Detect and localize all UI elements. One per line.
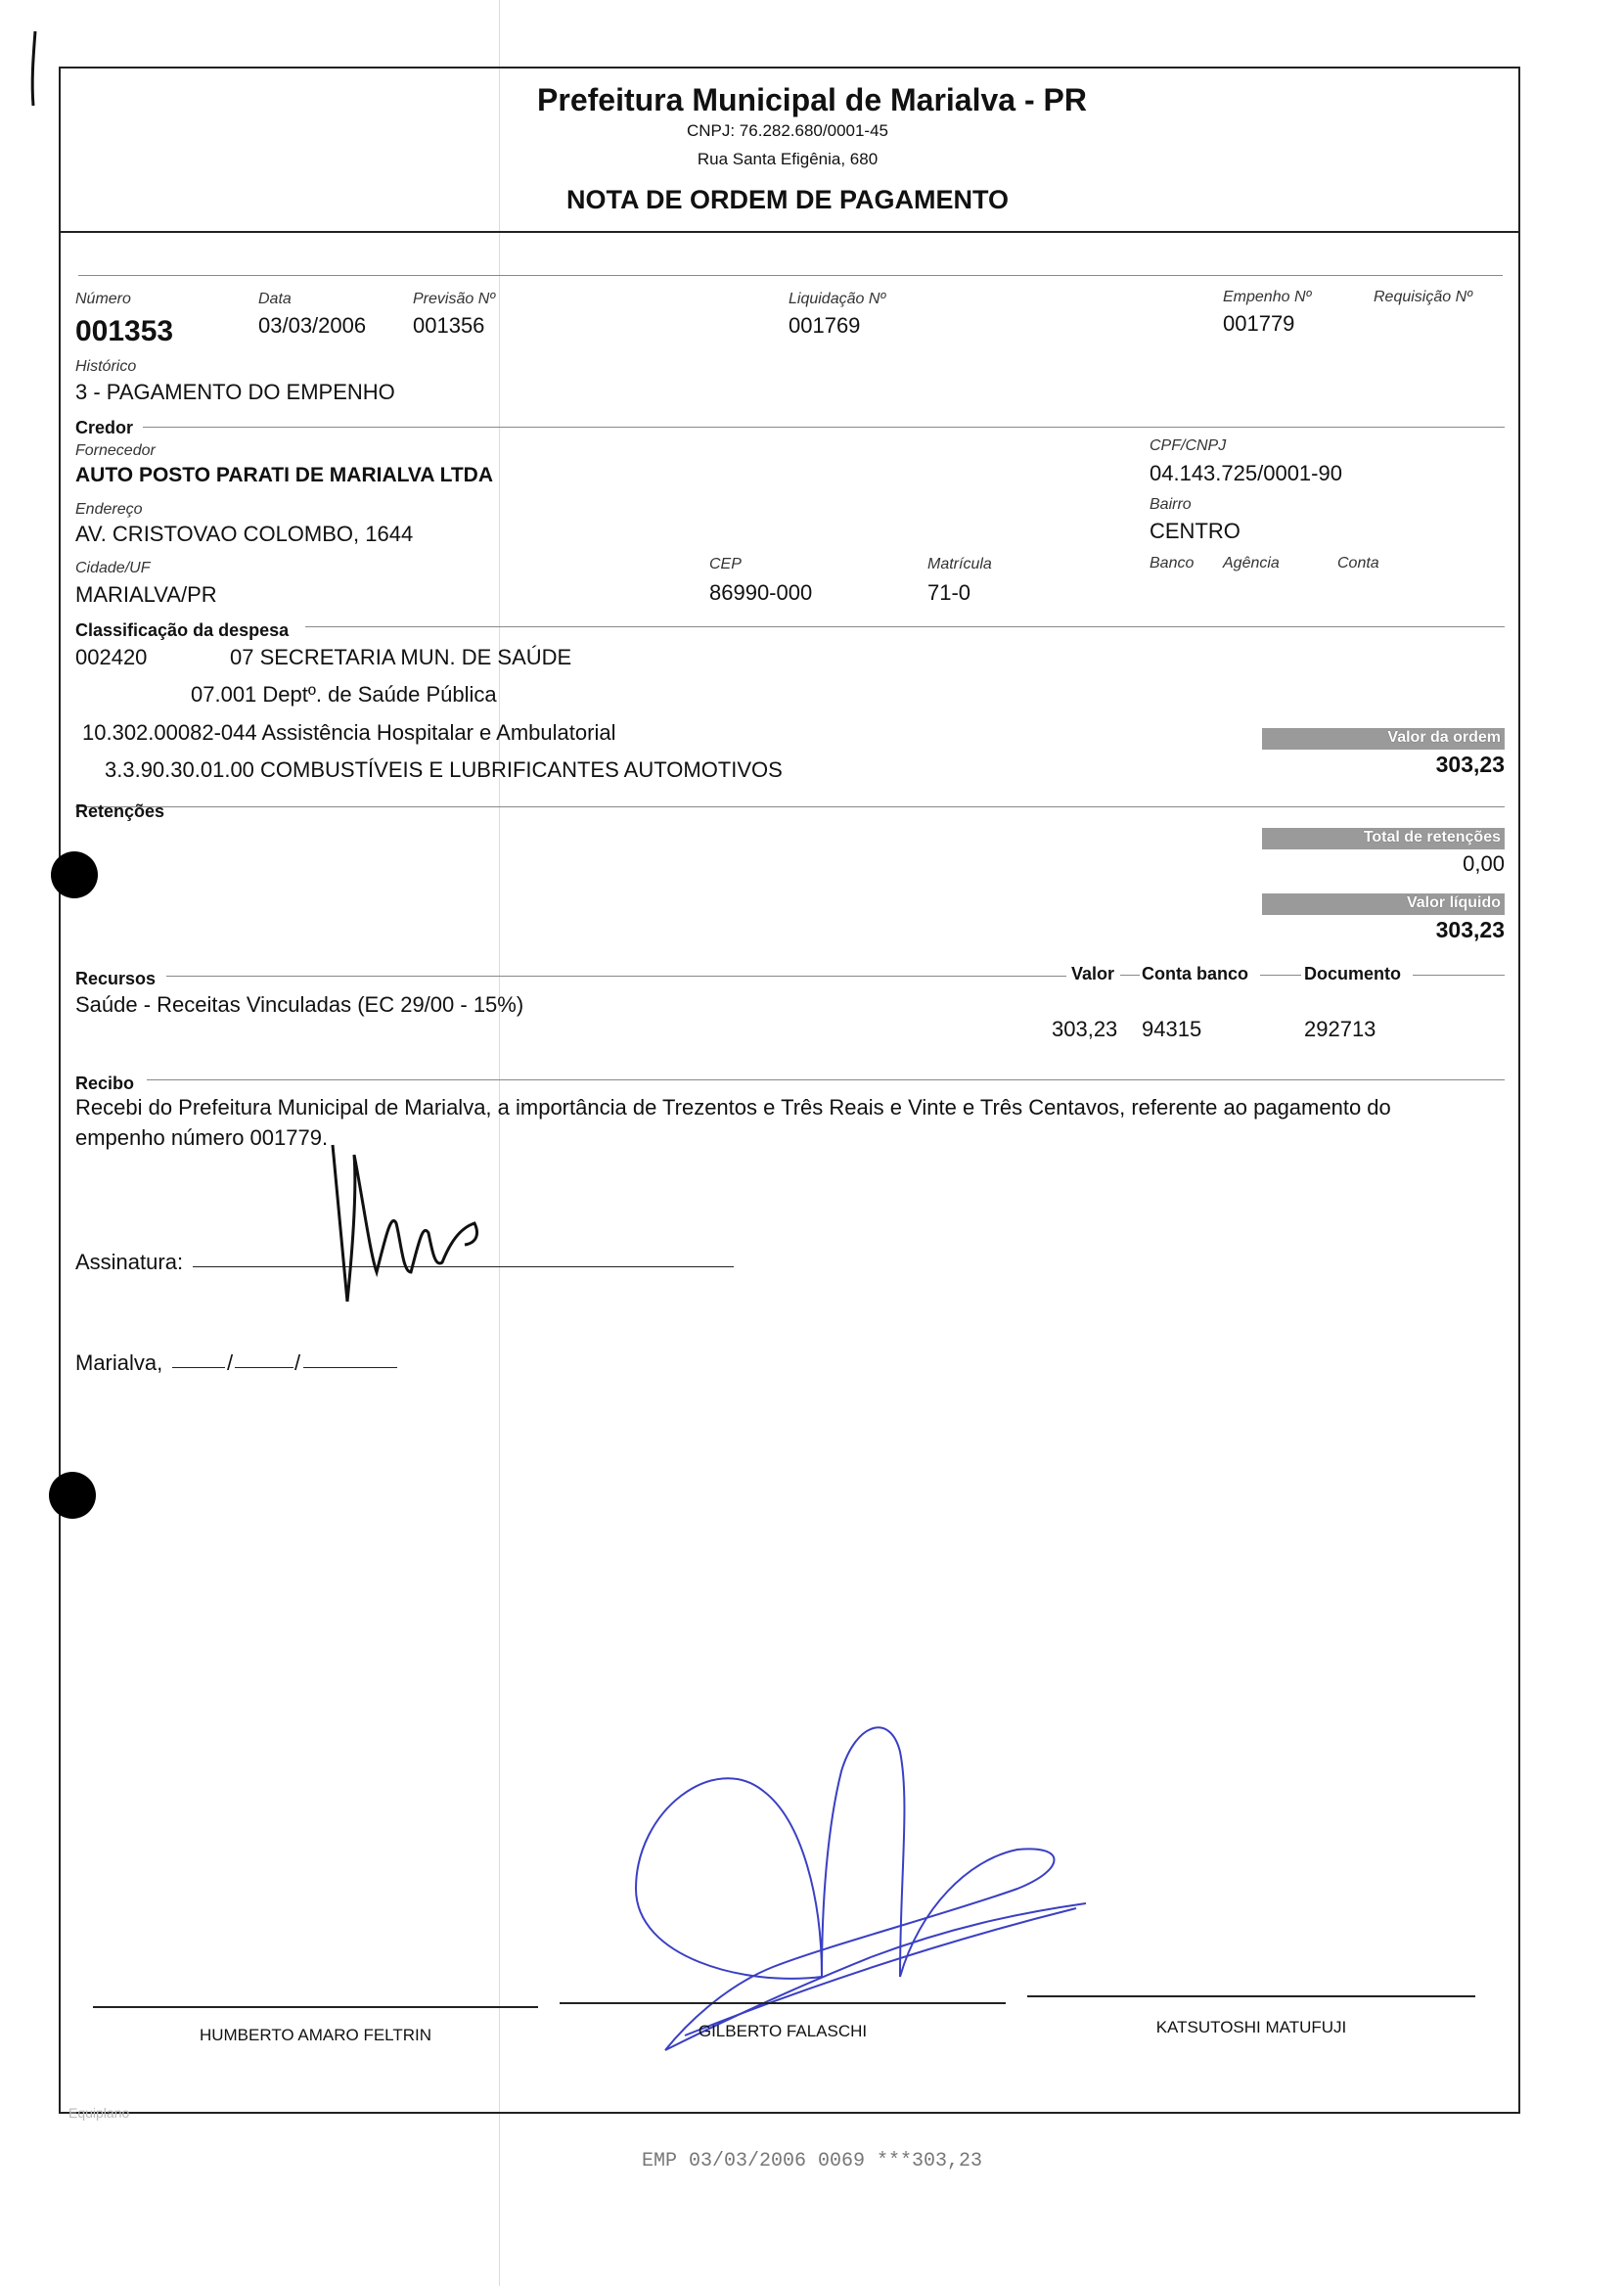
recursos-valor-label: Valor [1071, 964, 1115, 983]
order-divider [78, 275, 1503, 276]
retencoes-section-title: Retenções [75, 801, 165, 821]
valor-liquido-label: Valor líquido [1406, 894, 1501, 911]
data-label: Data [258, 291, 292, 307]
cpf-label: CPF/CNPJ [1150, 437, 1227, 454]
empenho-value: 001779 [1223, 311, 1295, 336]
valor-liquido-bar [1262, 893, 1505, 915]
recibo-section-title: Recibo [75, 1074, 135, 1093]
date-day-line [172, 1367, 225, 1368]
cidade-label: Cidade/UF [75, 560, 151, 576]
banco-label: Banco [1150, 555, 1195, 572]
recursos-documento-label: Documento [1304, 964, 1401, 983]
cpf-value: 04.143.725/0001-90 [1150, 461, 1342, 485]
liquidacao-value: 001769 [789, 313, 861, 338]
date-slash-2: / [294, 1350, 301, 1375]
retencoes-divider-top [75, 806, 1505, 807]
matricula-value: 71-0 [927, 580, 971, 605]
recursos-documento: 292713 [1304, 1017, 1376, 1041]
bairro-value: CENTRO [1150, 519, 1241, 543]
receipt-signature [293, 1135, 519, 1311]
recursos-conta-label: Conta banco [1142, 964, 1249, 983]
total-retencoes-label: Total de retenções [1363, 829, 1501, 846]
previsao-value: 001356 [413, 313, 485, 338]
footer-stamp: EMP 03/03/2006 0069 ***303,23 [641, 2150, 983, 2172]
numero-label: Número [75, 291, 131, 307]
signatory-1: HUMBERTO AMARO FELTRIN [199, 2026, 432, 2044]
recursos-divider [166, 976, 1066, 977]
historico-label: Histórico [75, 358, 137, 375]
credor-divider [143, 427, 1505, 428]
empenho-label: Empenho Nº [1223, 289, 1312, 305]
recursos-valor: 303,23 [1052, 1017, 1118, 1041]
cep-label: CEP [709, 556, 742, 572]
date-slash-1: / [227, 1350, 234, 1375]
recursos-conta: 94315 [1142, 1017, 1202, 1041]
matricula-label: Matrícula [927, 556, 992, 572]
valor-ordem-label: Valor da ordem [1387, 729, 1501, 746]
recursos-section-title: Recursos [75, 969, 157, 988]
recursos-descricao: Saúde - Receitas Vinculadas (EC 29/00 - 15%) [75, 992, 524, 1017]
signature-line-3 [1027, 1995, 1475, 1997]
document-title: NOTA DE ORDEM DE PAGAMENTO [565, 185, 1009, 214]
recibo-text-line1: Recebi do Prefeitura Municipal de Marialva, a importância de Trezentos e Três Reais e Vinte e Três Centavos, referente ao pagamento do [75, 1095, 1391, 1120]
recursos-divider-2 [1120, 975, 1140, 976]
date-month-line [235, 1367, 293, 1368]
cidade-value: MARIALVA/PR [75, 582, 217, 607]
valor-ordem-bar [1262, 728, 1505, 750]
valor-liquido-value: 303,23 [1435, 917, 1505, 942]
assinatura-label: Assinatura: [75, 1250, 184, 1274]
classificacao-divider [305, 626, 1505, 627]
header-title: Prefeitura Municipal de Marialva - PR [537, 82, 1087, 117]
signatory-3: KATSUTOSHI MATUFUJI [1155, 2018, 1347, 2036]
classificacao-line2: 07.001 Deptº. de Saúde Pública [191, 682, 497, 707]
local-label: Marialva, [75, 1350, 163, 1375]
classificacao-code: 002420 [75, 645, 148, 669]
total-retencoes-value: 0,00 [1463, 851, 1505, 876]
recibo-text-line2: empenho número 001779. [75, 1125, 329, 1150]
fornecedor-value: AUTO POSTO PARATI DE MARIALVA LTDA [75, 464, 493, 486]
recursos-divider-3 [1260, 975, 1301, 976]
footer-brand: Equiplano [68, 2105, 130, 2121]
recursos-divider-4 [1413, 975, 1505, 976]
endereco-value: AV. CRISTOVAO COLOMBO, 1644 [75, 522, 414, 546]
total-retencoes-bar [1262, 828, 1505, 849]
classificacao-line1: 07 SECRETARIA MUN. DE SAÚDE [230, 645, 572, 669]
date-year-line [303, 1367, 397, 1368]
historico-value: 3 - PAGAMENTO DO EMPENHO [75, 380, 395, 404]
data-value: 03/03/2006 [258, 313, 367, 338]
credor-section-title: Credor [75, 418, 134, 437]
header-address: Rua Santa Efigênia, 680 [697, 150, 879, 168]
agencia-label: Agência [1223, 555, 1280, 572]
margin-check-mark [22, 27, 41, 110]
classificacao-line3: 10.302.00082-044 Assistência Hospitalar e Ambulatorial [82, 720, 616, 745]
recibo-divider [147, 1079, 1505, 1080]
punch-hole-top [51, 851, 98, 898]
requisicao-label: Requisição Nº [1374, 289, 1472, 305]
previsao-label: Previsão Nº [413, 291, 496, 307]
signatory-2: GILBERTO FALASCHI [698, 2022, 868, 2040]
bairro-label: Bairro [1150, 496, 1192, 513]
header-divider [60, 231, 1519, 233]
classificacao-line4: 3.3.90.30.01.00 COMBUSTÍVEIS E LUBRIFICANTES AUTOMOTIVOS [105, 757, 783, 782]
conta-label: Conta [1337, 555, 1379, 572]
fornecedor-label: Fornecedor [75, 442, 156, 459]
header-cnpj: CNPJ: 76.282.680/0001-45 [686, 121, 889, 140]
valor-ordem-value: 303,23 [1435, 752, 1505, 777]
signature-line-1 [93, 2006, 538, 2008]
punch-hole-bottom [49, 1472, 96, 1519]
classificacao-section-title: Classificação da despesa [75, 620, 290, 640]
endereco-label: Endereço [75, 501, 143, 518]
numero-value: 001353 [75, 315, 174, 347]
liquidacao-label: Liquidação Nº [789, 291, 886, 307]
cep-value: 86990-000 [709, 580, 813, 605]
signature-line-2 [560, 2002, 1006, 2004]
